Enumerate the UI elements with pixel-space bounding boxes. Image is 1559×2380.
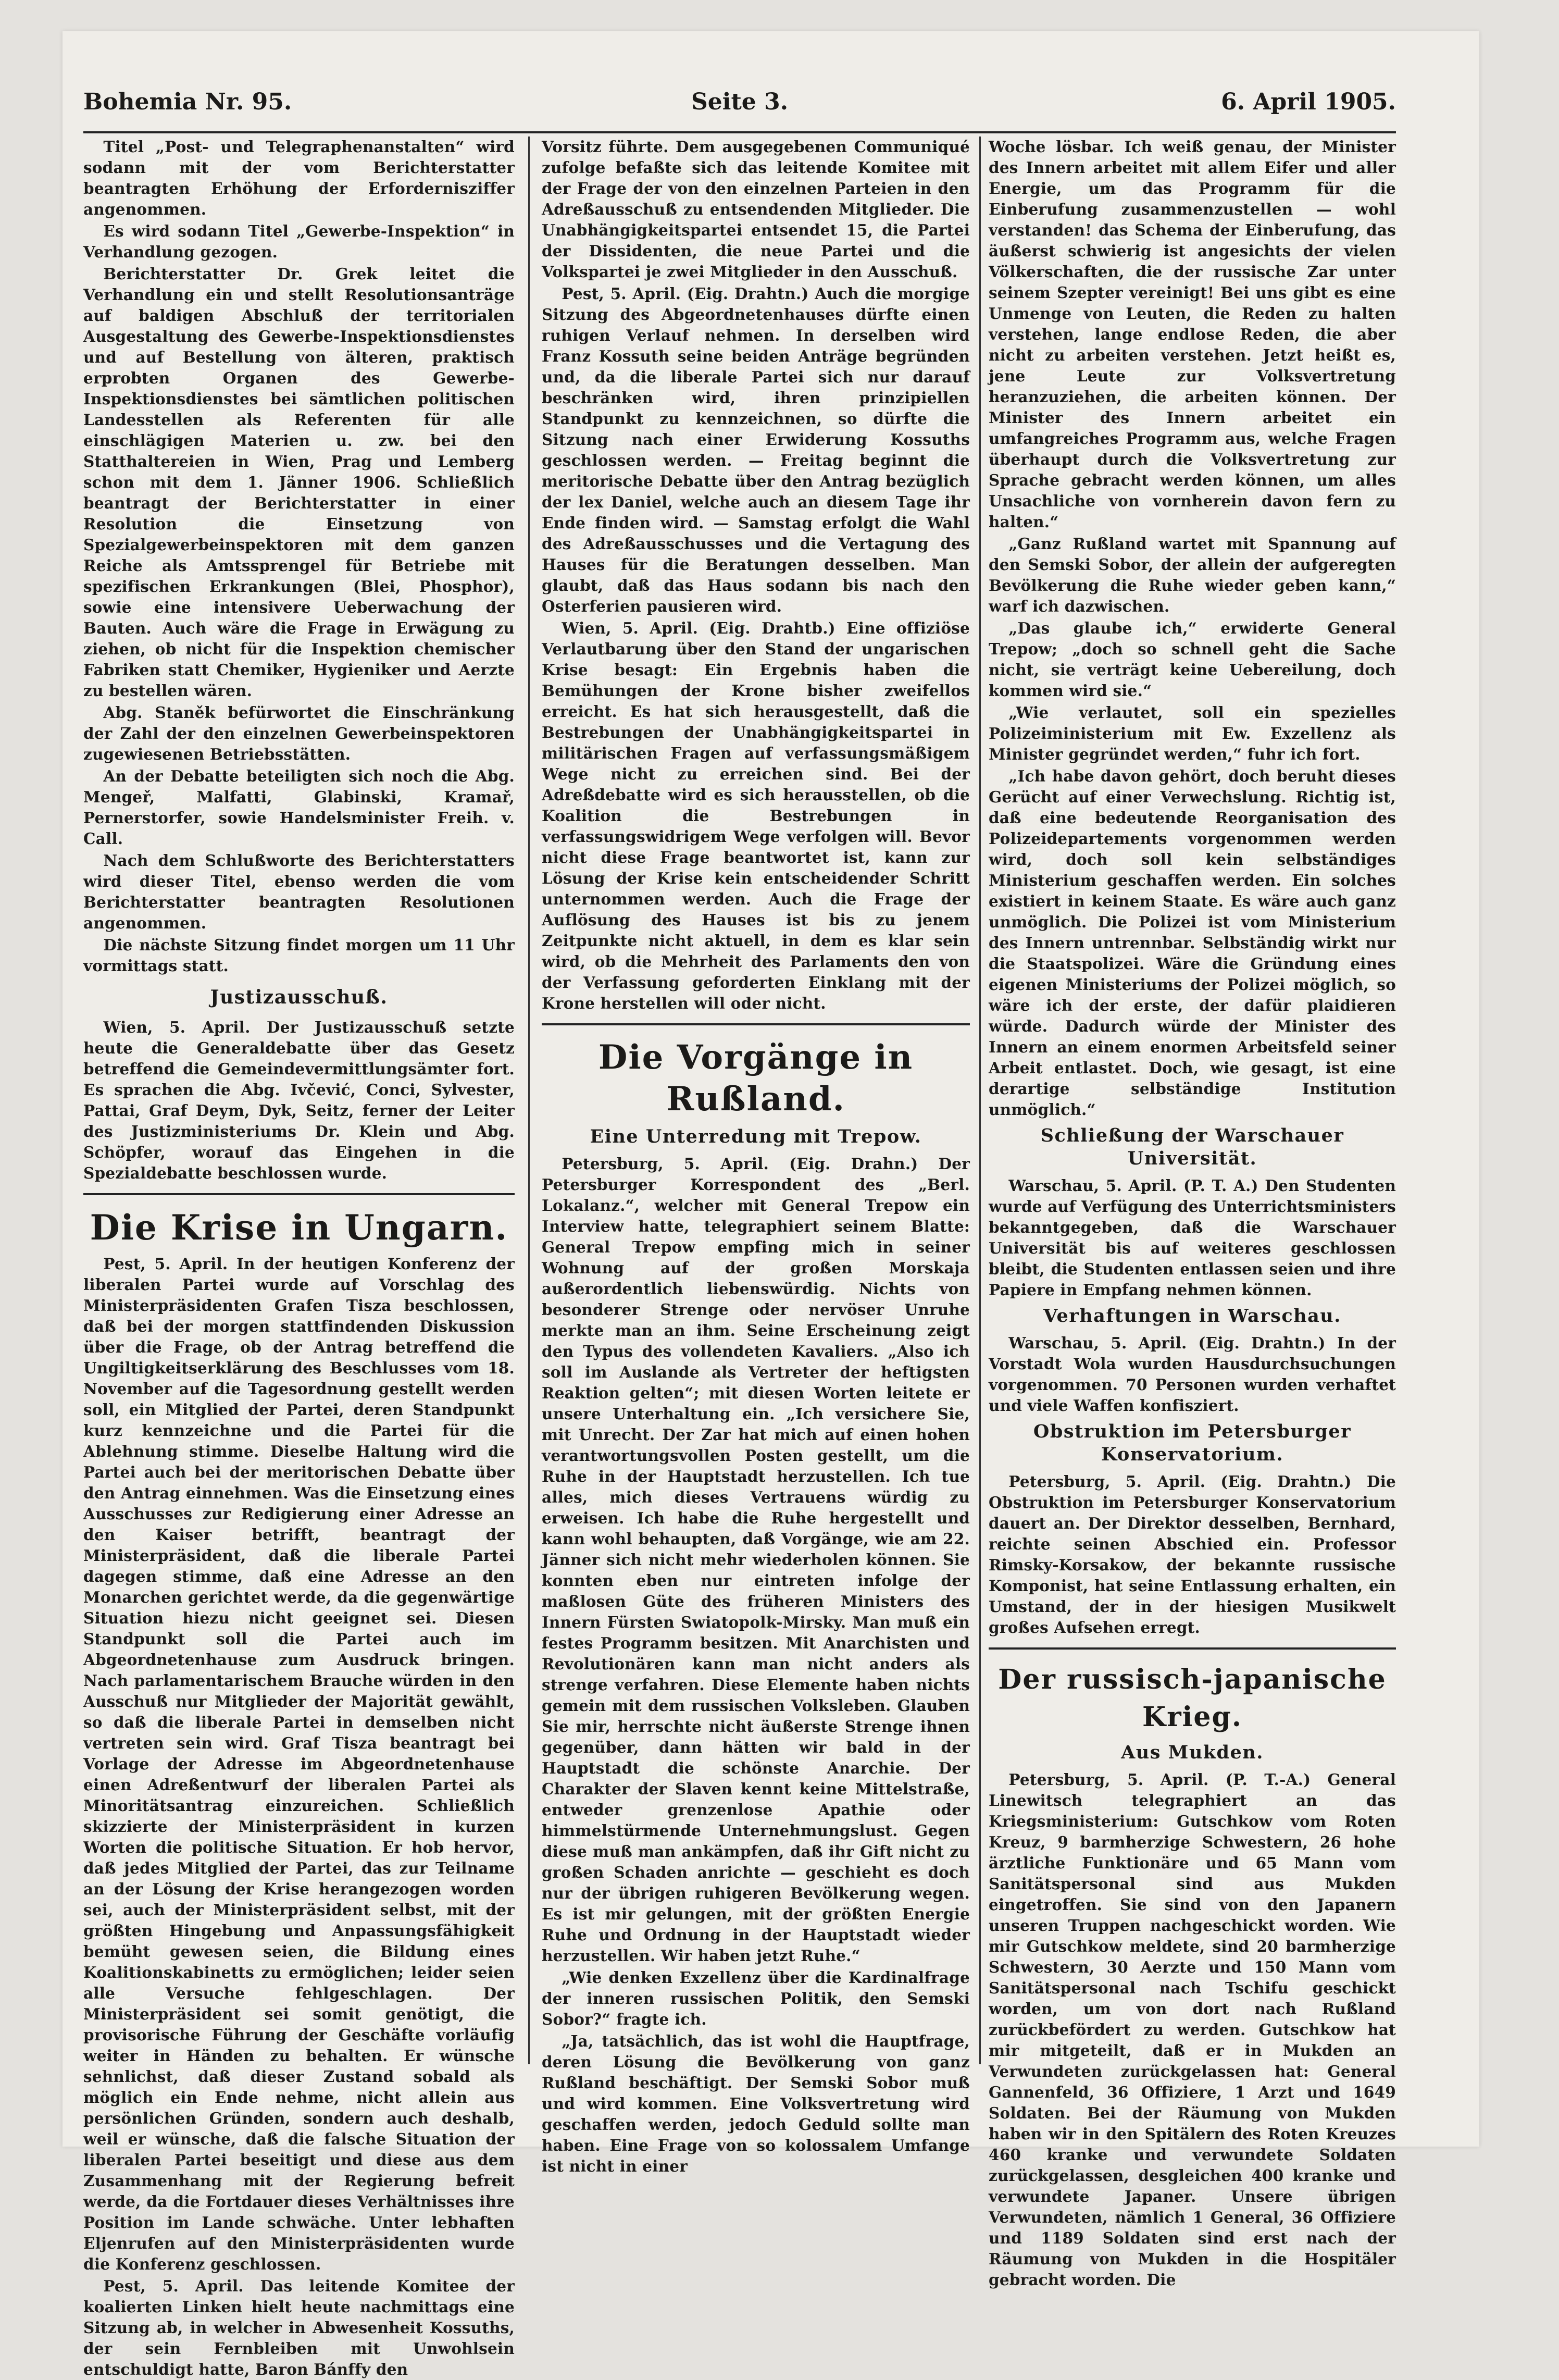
article-paragraph: Abg. Staněk befürwortet die Einschränkung der Zahl der den einzelnen Gewerbeinspektoren zugewiesenen Betriebsstätten. xyxy=(83,703,515,763)
issue-date: 6. April 1905. xyxy=(1221,89,1396,115)
headline-russisch-japanischer-krieg: Der russisch-japanische Krieg. xyxy=(998,1664,1387,1733)
article-paragraph: Berichterstatter Dr. Grek leitet die Verhandlung ein und stellt Resolutionsanträge auf baldigen Abschluß der territorialen Ausgestaltung des Gewerbe-Inspektionsdienstes und auf Bestellung von älteren, praktisch erprobten Organen des Gewerbe-Inspektionsdienstes bei sämtlichen politischen Landesstellen als Referenten für alle einschlägigen Materien u. zw. bei den Statthaltereien in Wien, Prag und Lemberg schon mit dem 1. Jänner 1906. Schließlich beantragt der Berichterstatter in einer Resolution die Einsetzung von Spezialgewerbeinspektoren mit dem ganzen Reiche als Amtssprengel für Betriebe mit spezifischen Erkrankungen (Blei, Phosphor), sowie eine intensivere Ueberwachung der Bauten. Auch wäre die Frage in Erwägung zu ziehen, ob nicht für die Inspektion chemischer Fabriken statt Chemiker, Hygieniker und Aerzte zu bestellen wären. xyxy=(83,265,515,700)
article-paragraph: Wien, 5. April. (Eig. Drahtb.) Eine offiziöse Verlautbarung über den Stand der ungarischen Krise besagt: Ein Ergebnis haben die Bemühungen der Krone bisher zweifellos erreicht. Es hat sich herausgestellt, daß die Bestrebungen der Unabhängigkeitspartei in militärischen Fragen auf verfassungsmäßigem Wege nicht zu erreichen sind. Bei der Adreßdebatte wird es sich herausstellen, ob die Koalition die Bestrebungen in verfassungswidrigem Wege verfolgen will. Bevor nicht diese Frage beantwortet ist, kann zur Lösung der Krise kein entscheidender Schritt unternommen werden. Auch die Frage der Auflösung des Hauses ist bis zu jenem Zeitpunkte nicht aktuell, in dem es klar sein wird, ob die Mehrheit des Parlaments den von der Verfassung geforderten Einklang mit der Krone herstellen will oder nicht. xyxy=(542,619,970,1012)
subheading-mukden: Aus Mukden. xyxy=(1121,1742,1264,1763)
article-paragraph: Pest, 5. April. Das leitende Komitee der koalierten Linken hielt heute nachmittags eine Sitzung ab, in welcher in Abwesenheit Kossuths, der sein Fernbleiben mit Unwohlsein entschuldigt hatte, Baron Bánffy den xyxy=(83,2277,515,2378)
page-number: Seite 3. xyxy=(691,89,789,115)
section-divider xyxy=(542,1023,970,1025)
section-heading-justizausschuss: Justizausschuß. xyxy=(210,986,388,1008)
headline-krise-ungarn: Die Krise in Ungarn. xyxy=(90,1207,508,1248)
article-paragraph: Titel „Post- und Telegraphenanstalten“ wird sodann mit der vom Berichterstatter beantragten Erhöhung der Erfordernisziffer angenommen. xyxy=(83,138,515,218)
article-paragraph: Woche lösbar. Ich weiß genau, der Minister des Innern arbeitet mit allem Eifer und aller Energie, um das Programm für die Einberufung zusammenzustellen — wohl verstanden! das Schema der Einberufung, das äußerst schwierig ist angesichts der vielen Völkerschaften, die der russische Zar unter seinem Szepter vereinigt! Bei uns gibt es eine Unmenge von Leuten, die Reden zu halten verstehen, lange endlose Reden, die aber nicht zu arbeiten verstehen. Jetzt heißt es, jene Leute zur Volksvertretung heranzuziehen, die arbeiten können. Der Minister des Innern arbeitet ein umfangreiches Programm aus, welche Fragen überhaupt durch die Volksvertretung zur Sprache gebracht werden können, um alles Unsachliche von vornherein davon fern zu halten.“ xyxy=(989,138,1396,531)
subheading-verhaftungen: Verhaftungen in Warschau. xyxy=(1043,1305,1341,1327)
article-paragraph: Petersburg, 5. April. (P. T.-A.) General Linewitsch telegraphiert an das Kriegsministerium: Gutschkow vom Roten Kreuz, 9 barmherzige Schwestern, 26 hohe ärztliche Funktionäre und 65 Mann vom Sanitätspersonal sind aus Mukden eingetroffen. Sie sind von den Japanern unseren Truppen nachgeschickt worden. Wie mir Gutschkow meldete, sind 20 barmherzige Schwestern, 30 Aerzte und 150 Mann vom Sanitätspersonal nach Tschifu geschickt worden, um von dort nach Rußland zurückbefördert zu werden. Gutschkow hat mir mitgeteilt, daß er in Mukden an Verwundeten zurückgelassen hat: General Gannenfeld, 36 Offiziere, 1 Arzt und 1649 Soldaten. Bei der Räumung von Mukden haben wir in den Spitälern des Roten Kreuzes 460 kranke und verwundete Soldaten zurückgelassen, desgleichen 400 kranke und verwundete Japaner. Unsere übrigen Verwundeten, nämlich 1 General, 36 Offiziere und 1189 Soldaten sind erst nach der Räumung von Mukden in die Hospitäler gebracht worden. Die xyxy=(989,1770,1396,2289)
article-paragraph: Vorsitz führte. Dem ausgegebenen Communiqué zufolge befaßte sich das leitende Komitee mit der Frage der von den einzelnen Parteien in den Adreßausschuß zu entsendenden Mitglieder. Die Unabhängigkeitspartei entsendet 15, die Partei der Dissidenten, die neue Partei und die Volkspartei je zwei Mitglieder in den Ausschuß. xyxy=(542,138,970,281)
article-paragraph: Wien, 5. April. Der Justizausschuß setzte heute die Generaldebatte über das Gesetz betreffend die Gemeindevermittlungsämter fort. Es sprachen die Abg. Ivčević, Conci, Sylvester, Pattai, Graf Deym, Dyk, Seitz, ferner der Leiter des Justizministeriums Dr. Klein und Abg. Schöpfer, worauf das Eingehen in die Spezialdebatte beschlossen wurde. xyxy=(83,1018,515,1182)
subheading-trepow: Eine Unterredung mit Trepow. xyxy=(590,1126,922,1147)
section-divider xyxy=(83,1193,515,1195)
newspaper-title: Bohemia Nr. 95. xyxy=(83,89,292,115)
article-paragraph: „Ja, tatsächlich, das ist wohl die Hauptfrage, deren Lösung die Bevölkerung von ganz Rußland beschäftigt. Der Semski Sobor muß und wird kommen. Eine Volksvertretung wird geschaffen werden, jedoch Geduld sollte man haben. Eine Frage von so kolossalem Umfange ist nicht in einer xyxy=(542,2032,970,2175)
column-1 xyxy=(83,137,515,2378)
article-paragraph: Petersburg, 5. April. (Eig. Drahtn.) Die Obstruktion im Petersburger Konservatorium dauert an. Der Direktor desselben, Bernhard, reichte seinen Abschied ein. Professor Rimsky-Korsakow, der bekannte russische Komponist, hat seine Entlassung erhalten, ein Umstand, der in der hiesigen Musikwelt großes Aufsehen erregt. xyxy=(989,1472,1396,1637)
subheading-obstruktion: Obstruktion im Petersburger Konservatorium. xyxy=(1033,1421,1352,1465)
article-paragraph: „Ganz Rußland wartet mit Spannung auf den Semski Sobor, der allein der aufgeregten Bevölkerung die Ruhe wieder geben kann,“ warf ich dazwischen. xyxy=(989,535,1396,615)
masthead-rule xyxy=(83,131,1396,133)
article-paragraph: Pest, 5. April. In der heutigen Konferenz der liberalen Partei wurde auf Vorschlag des Ministerpräsidenten Grafen Tisza beschlossen, daß bei der morgen stattfindenden Diskussion über die Frage, ob der Antrag betreffend die Ungiltigkeitserklärung des Beschlusses vom 18. November auf die Tagesordnung gestellt werden soll, ein Mitglied der Partei, deren Standpunkt kurz kennzeichne und die Partei für die Ablehnung stimme. Dieselbe Haltung wird die Partei auch bei der meritorischen Debatte über den Antrag einnehmen. Was die Einsetzung eines Ausschusses zur Redigierung einer Adresse an den Kaiser betrifft, beantragt der Ministerpräsident, daß die liberale Partei dagegen stimme, daß eine Adresse an den Monarchen gerichtet werde, da die gegenwärtige Situation hiezu nicht geeignet sei. Diesen Standpunkt soll die Partei auch im Abgeordnetenhause zum Ausdruck bringen. Nach parlamentarischem Brauche würden in den Ausschuß nur Mitglieder der Majorität gewählt, so daß die liberale Partei in demselben nicht vertreten sein wird. Graf Tisza beantragt bei Vorlage der Adresse im Abgeordnetenhause einen Adreßentwurf der liberalen Partei als Minoritätsantrag einzureichen. Schließlich skizzierte der Ministerpräsident in kurzen Worten die politische Situation. Er hob hervor, daß jedes Mitglied der Partei, das zur Teilname an der Lösung der Krise herangezogen worden sei, auch der Ministerpräsident selbst, mit der größten Hingebung und Anpassungsfähigkeit bemüht gewesen seien, die Bildung eines Koalitionskabinetts zu ermöglichen; leider seien alle Versuche fehlgeschlagen. Der Ministerpräsident sei somit genötigt, die provisorische Führung der Geschäfte vorläufig weiter in Händen zu behalten. Er wünsche sehnlichst, daß dieser Zustand sobald als möglich ein Ende nehme, nicht allein aus persönlichen Gründen, sondern auch deshalb, weil er wünsche, daß die falsche Situation der liberalen Partei beseitigt und diese aus dem Zusammenhang mit der Regierung befreit werde, da die Fortdauer dieses Verhältnisses ihre Position im Lande schwäche. Unter lebhaften Eljenrufen auf den Ministerpräsidenten wurde die Konferenz geschlossen. xyxy=(83,1255,515,2273)
column-rule-2 xyxy=(979,137,981,2064)
article-paragraph: An der Debatte beteiligten sich noch die Abg. Mengeř, Malfatti, Glabinski, Kramař, Pernerstorfer, sowie Handelsminister Freih. v. Call. xyxy=(83,767,515,848)
column-2 xyxy=(542,137,970,2175)
article-paragraph: Warschau, 5. April. (P. T. A.) Den Studenten wurde auf Verfügung des Unterrichtsministers bekanntgegeben, daß die Warschauer Universität bis auf weiteres geschlossen bleibt, die Studenten entlassen seien und ihre Papiere in Empfang nehmen können. xyxy=(989,1176,1396,1299)
article-paragraph: Nach dem Schlußworte des Berichterstatters wird dieser Titel, ebenso werden die vom Berichterstatter beantragten Resolutionen angenommen. xyxy=(83,851,515,932)
column-3 xyxy=(989,137,1396,2289)
section-divider xyxy=(989,1647,1396,1650)
headline-vorgaenge-russland: Die Vorgänge in Rußland. xyxy=(598,1038,914,1119)
article-paragraph: Petersburg, 5. April. (Eig. Drahn.) Der Petersburger Korrespondent des „Berl. Lokalanz.“, welcher mit General Trepow ein Interview hatte, telegraphiert seinem Blatte: General Trepow empfing mich in seiner Wohnung auf der großen Morskaja außerordentlich liebenswürdig. Nichts von besonderer Strenge oder nervöser Unruhe merkte man an ihm. Seine Erscheinung zeigt den Typus des vollendeten Kavaliers. „Also ich soll im Auslande als Vertreter der heftigsten Reaktion gelten“; mit diesen Worten leitete er unsere Unterhaltung ein. „Ich versichere Sie, mit Unrecht. Der Zar hat mich auf einen hohen verantwortungsvollen Posten gestellt, um die Ruhe in der Hauptstadt herzustellen. Ich tue alles, mich dieses Vertrauens würdig zu erweisen. Ich habe die Ruhe hergestellt und kann wohl behaupten, daß Vorgänge, wie am 22. Jänner sich nicht mehr wiederholen können. Sie konnten eben nur eintreten infolge der maßlosen Güte des früheren Ministers des Innern Fürsten Swiatopolk-Mirsky. Man muß ein festes Programm besitzen. Mit Anarchisten und Revolutionären kann man nicht anders als strenge verfahren. Diese Elemente haben nichts gemein mit dem russischen Volksleben. Glauben Sie mir, herrschte nicht äußerste Strenge ihnen gegenüber, dann hätten wir bald in der Hauptstadt die schönste Anarchie. Der Charakter der Slaven kennt keine Mittelstraße, entweder grenzenlose Apathie oder himmelstürmende Unternehmungslust. Gegen diese muß man ankämpfen, daß ihr Gift nicht zu großen Schaden anrichte — geschieht es doch nur der übrigen ruhigeren Bevölkerung wegen. Es ist mir gelungen, mit der größten Energie Ruhe und Ordnung in der Hauptstadt wieder herzustellen. Wir haben jetzt Ruhe.“ xyxy=(542,1155,970,1965)
article-paragraph: „Wie denken Exzellenz über die Kardinalfrage der inneren russischen Politik, den Semski Sobor?“ fragte ich. xyxy=(542,1968,970,2028)
article-paragraph: „Ich habe davon gehört, doch beruht dieses Gerücht auf einer Verwechslung. Richtig ist, daß eine bedeutende Reorganisation des Polizeidepartements vorgenommen werden wird, doch soll kein selbständiges Ministerium geschaffen werden. Ein solches existiert in keinem Staate. Es wäre auch ganz unmöglich. Die Polizei ist vom Ministerium des Innern untrennbar. Selbständig wirkt nur die Staatspolizei. Wäre die Gründung eines eigenen Ministeriums der Polizei möglich, so wäre ich der erste, der dafür plaidieren würde. Dadurch würde der Minister des Innern an einem enormen Arbeitsfeld seiner Arbeit entlastet. Doch, wie gesagt, ist eine derartige selbständige Institution unmöglich.“ xyxy=(989,767,1396,1119)
masthead xyxy=(83,78,1396,125)
article-paragraph: „Das glaube ich,“ erwiderte General Trepow; „doch so schnell geht die Sache nicht, sie verträgt keine Uebereilung, doch kommen wird sie.“ xyxy=(989,619,1396,700)
article-paragraph: „Wie verlautet, soll ein spezielles Polizeiministerium mit Ew. Exzellenz als Minister gegründet werden,“ fuhr ich fort. xyxy=(989,703,1396,763)
article-paragraph: Die nächste Sitzung findet morgen um 11 Uhr vormittags statt. xyxy=(83,936,515,975)
article-paragraph: Es wird sodann Titel „Gewerbe-Inspektion“ in Verhandlung gezogen. xyxy=(83,222,515,261)
column-rule-1 xyxy=(528,137,530,2064)
subheading-warschau-universitaet: Schließung der Warschauer Universität. xyxy=(1040,1125,1344,1169)
article-paragraph: Warschau, 5. April. (Eig. Drahtn.) In der Vorstadt Wola wurden Hausdurchsuchungen vorgenommen. 70 Personen wurden verhaftet und viele Waffen konfisziert. xyxy=(989,1334,1396,1415)
article-paragraph: Pest, 5. April. (Eig. Drahtn.) Auch die morgige Sitzung des Abgeordnetenhauses dürfte einen ruhigen Verlauf nehmen. In derselben wird Franz Kossuth seine beiden Anträge begründen und, da die liberale Partei sich nur darauf beschränken wird, ihren prinzipiellen Standpunkt zu kennzeichnen, so dürfte die Sitzung nach einer Erwiderung Kossuths geschlossen werden. — Freitag beginnt die meritorische Debatte über den Antrag bezüglich der lex Daniel, welche auch an diesem Tage ihr Ende finden wird. — Samstag erfolgt die Wahl des Adreßausschusses und die Vertagung des Hauses für die Beratungen desselben. Man glaubt, daß das Haus sodann bis nach den Osterferien pausieren wird. xyxy=(542,284,970,615)
